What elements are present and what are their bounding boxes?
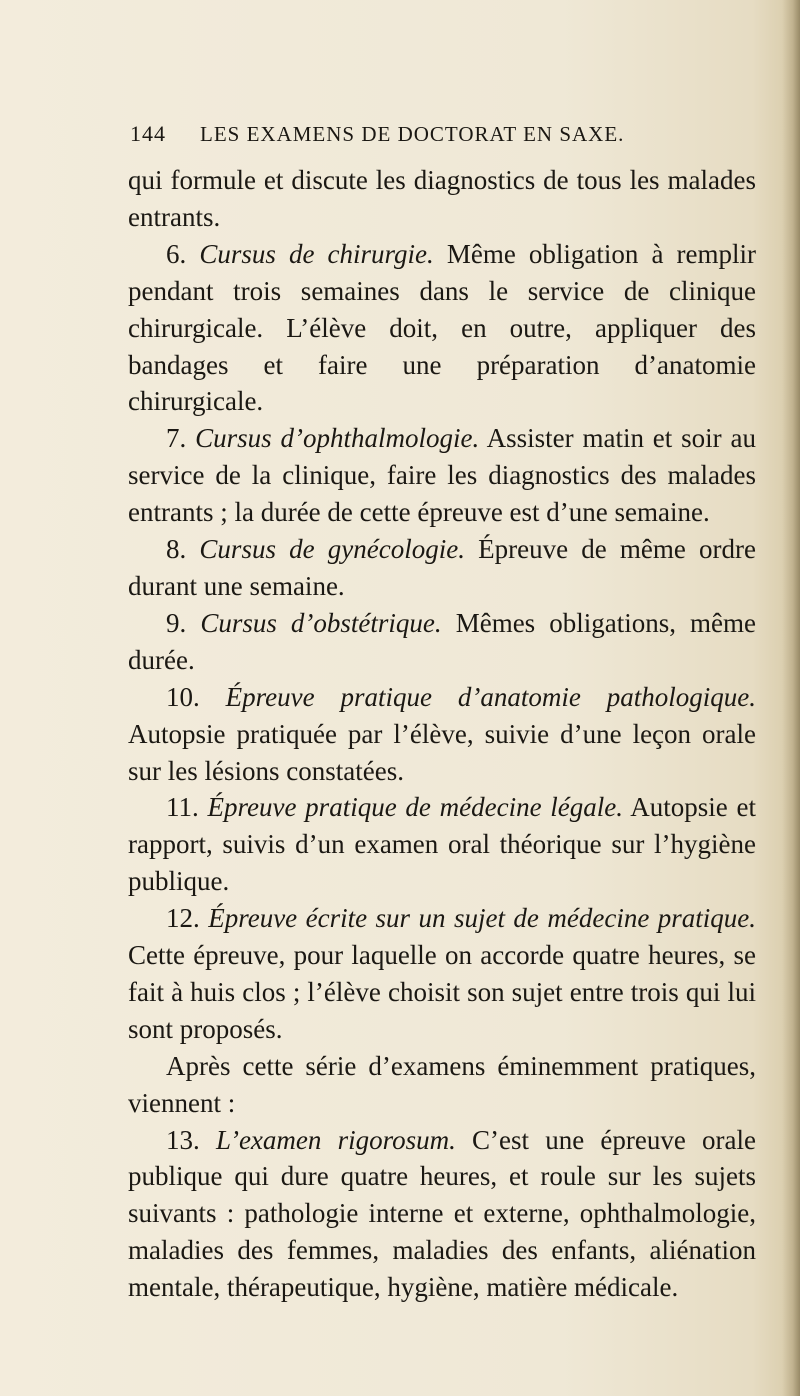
paragraph-item-7 [128,420,756,531]
paragraph-item-6 [128,236,756,421]
item-title: Épreuve écrite sur un sujet de médecine pratique. [208,903,757,934]
paragraph-text: Épreuve de même ordre durant une semaine. [128,534,757,601]
item-title: Cursus de chirurgie. [199,238,434,269]
item-title: Cursus d’ophthalmologie. [195,423,480,454]
paragraph-text: Autopsie pratiquée par l’élève, suivie d’une leçon orale sur les lésions constatées. [128,718,756,786]
item-number: 11. [166,792,199,823]
page-number: 144 [130,121,166,146]
paragraph-item-12 [128,900,756,1048]
running-head [130,121,690,155]
paragraph-item-10 [128,679,756,790]
item-number: 9. [166,607,187,638]
item-title: Épreuve pratique de médecine légale. [207,792,624,823]
paragraph-text: Cette épreuve, pour laquelle on accorde quatre heures, se fait à huis clos ; l’élève choisit son sujet entre trois qui lui sont proposés. [128,940,756,1044]
paragraph-transition [128,1048,756,1122]
paragraph-text: Même obligation à remplir pendant trois semaines dans le service de clinique chirurgicale. L’élève doit, en outre, appliquer des bandages et faire une préparation d’anatomie chirurgicale. [128,238,757,417]
paragraph-text: Mêmes obligations, même durée. [128,607,757,675]
paragraph-continuation [128,162,756,236]
page-edge-shadow [782,0,800,1396]
item-title: Cursus d’obstétrique. [200,607,442,638]
item-number: 10. [166,681,200,712]
paragraph-item-11 [128,789,756,900]
item-number: 12. [166,903,200,934]
paragraph-text: Assister matin et soir au service de la clinique, faire les diagnostics des malades entrants ; la durée de cette épreuve est d’une semaine. [128,423,756,528]
paragraph-item-9 [128,605,756,679]
paragraph-text: Autopsie et rapport, suivis d’un examen oral théorique sur l’hygiène publique. [128,792,756,897]
running-title: LES EXAMENS DE DOCTORAT EN SAXE. [200,122,625,146]
paragraph-text: Après cette série d’examens éminemment pratiques, viennent : [128,1050,756,1118]
item-number: 7. [166,423,187,454]
item-title: L’examen rigorosum. [215,1124,456,1155]
paragraph-item-13 [128,1122,756,1307]
item-number: 6. [166,238,187,269]
item-number: 8. [166,534,187,565]
paragraph-text: C’est une épreuve orale publique qui dure quatre heures, et roule sur les sujets suivants : pathologie interne et externe, ophthalmologie, maladies des femmes, maladies des enfants, aliénation mentale, thérapeutique, hygiène, matière médicale. [128,1124,756,1303]
item-number: 13. [166,1124,200,1155]
item-title: Cursus de gynécologie. [199,534,465,565]
item-title: Épreuve pratique d’anatomie pathologique. [225,681,756,712]
body-text [128,162,756,1306]
paragraph-text: qui formule et discute les diagnostics de tous les malades entrants. [128,165,756,232]
paragraph-item-8 [128,531,756,605]
